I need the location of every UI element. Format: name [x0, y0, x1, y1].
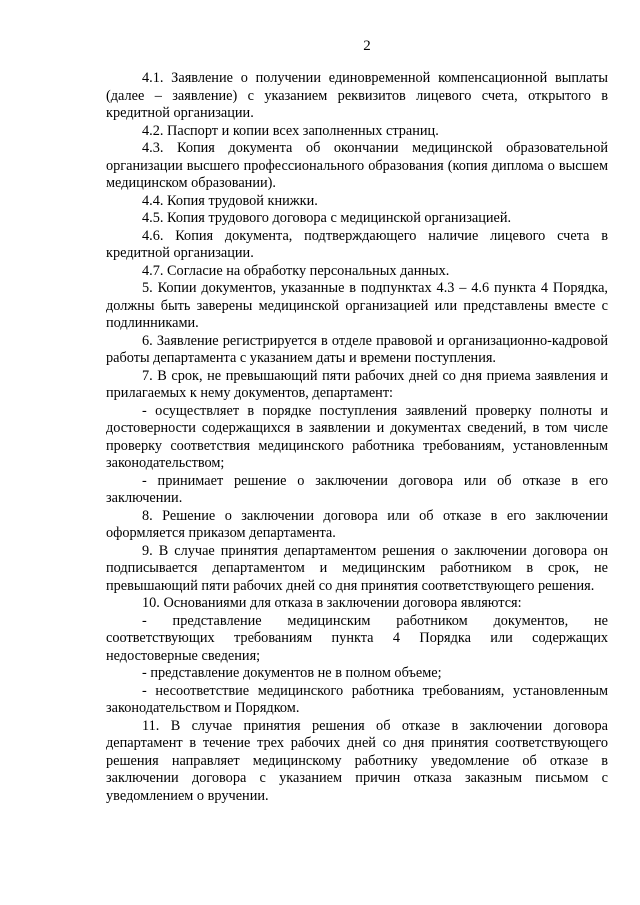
paragraph-10-item-2: - представление документов не в полном объеме;: [142, 665, 442, 681]
paragraph-5: 5. Копии документов, указанные в подпунктах 4.3 – 4.6 пункта 4 Порядка, должны быть заверены медицинской организацией или представлены вместе с подлинниками.: [106, 280, 608, 331]
paragraph-9: 9. В случае принятия департаментом решения о заключении договора он подписывается департаментом и медицинским работником в срок, не превышающий пяти рабочих дней со дня принятия соответствующего решения.: [106, 542, 608, 594]
paragraph-10-item-1: - представление медицинским работником документов, не соответствующих требованиям пункта 4 Порядка или содержащих недостоверные сведения;: [106, 612, 608, 664]
paragraph-11: 11. В случае принятия решения об отказе в заключении договора департамент в течение трех рабочих дней со дня принятия соответствующего решения направляет медицинскому работнику уведомление об отказе в заключении договора с указанием причин отказа заказным письмом с уведомлением о вручении.: [106, 717, 608, 804]
paragraph-6: 6. Заявление регистрируется в отделе правовой и организационно-кадровой работы департамента с указанием даты и времени поступления.: [106, 332, 608, 366]
paragraph-4-7: 4.7. Согласие на обработку персональных данных.: [142, 262, 450, 279]
paragraph-4-3: 4.3. Копия документа об окончании медицинской образовательной организации высшего профессионального образования (копия диплома о высшем медицинском образовании).: [106, 140, 608, 191]
paragraph-4-2: 4.2. Паспорт и копии всех заполненных страниц.: [142, 122, 439, 139]
paragraph-4-6: 4.6. Копия документа, подтверждающего наличие лицевого счета в кредитной организации.: [106, 227, 608, 261]
paragraph-7-item-2: - принимает решение о заключении договора или об отказе в его заключении.: [106, 472, 608, 506]
document-page: [106, 38, 608, 805]
page-number: 2: [363, 38, 371, 54]
paragraph-10: 10. Основаниями для отказа в заключении договора являются:: [142, 595, 522, 611]
paragraph-4-4: 4.4. Копия трудовой книжки.: [142, 192, 318, 209]
paragraph-7-item-1: - осуществляет в порядке поступления заявлений проверку полноты и достоверности содержащихся в заявлении и документах сведений, в том числе проверку соответствия медицинского работника требованиям, установленным законодательством;: [106, 402, 608, 471]
paragraph-4-1: 4.1. Заявление о получении единовременной компенсационной выплаты (далее – заявление) с указанием реквизитов лицевого счета, открытого в кредитной организации.: [106, 70, 608, 121]
paragraph-7: 7. В срок, не превышающий пяти рабочих дней со дня приема заявления и прилагаемых к нему документов, департамент:: [106, 367, 608, 401]
paragraph-4-5: 4.5. Копия трудового договора с медицинской организацией.: [142, 210, 512, 226]
paragraph-8: 8. Решение о заключении договора или об отказе в его заключении оформляется приказом департамента.: [106, 507, 608, 541]
paragraph-10-item-3: - несоответствие медицинского работника требованиям, установленным законодательством и Порядком.: [106, 682, 608, 716]
